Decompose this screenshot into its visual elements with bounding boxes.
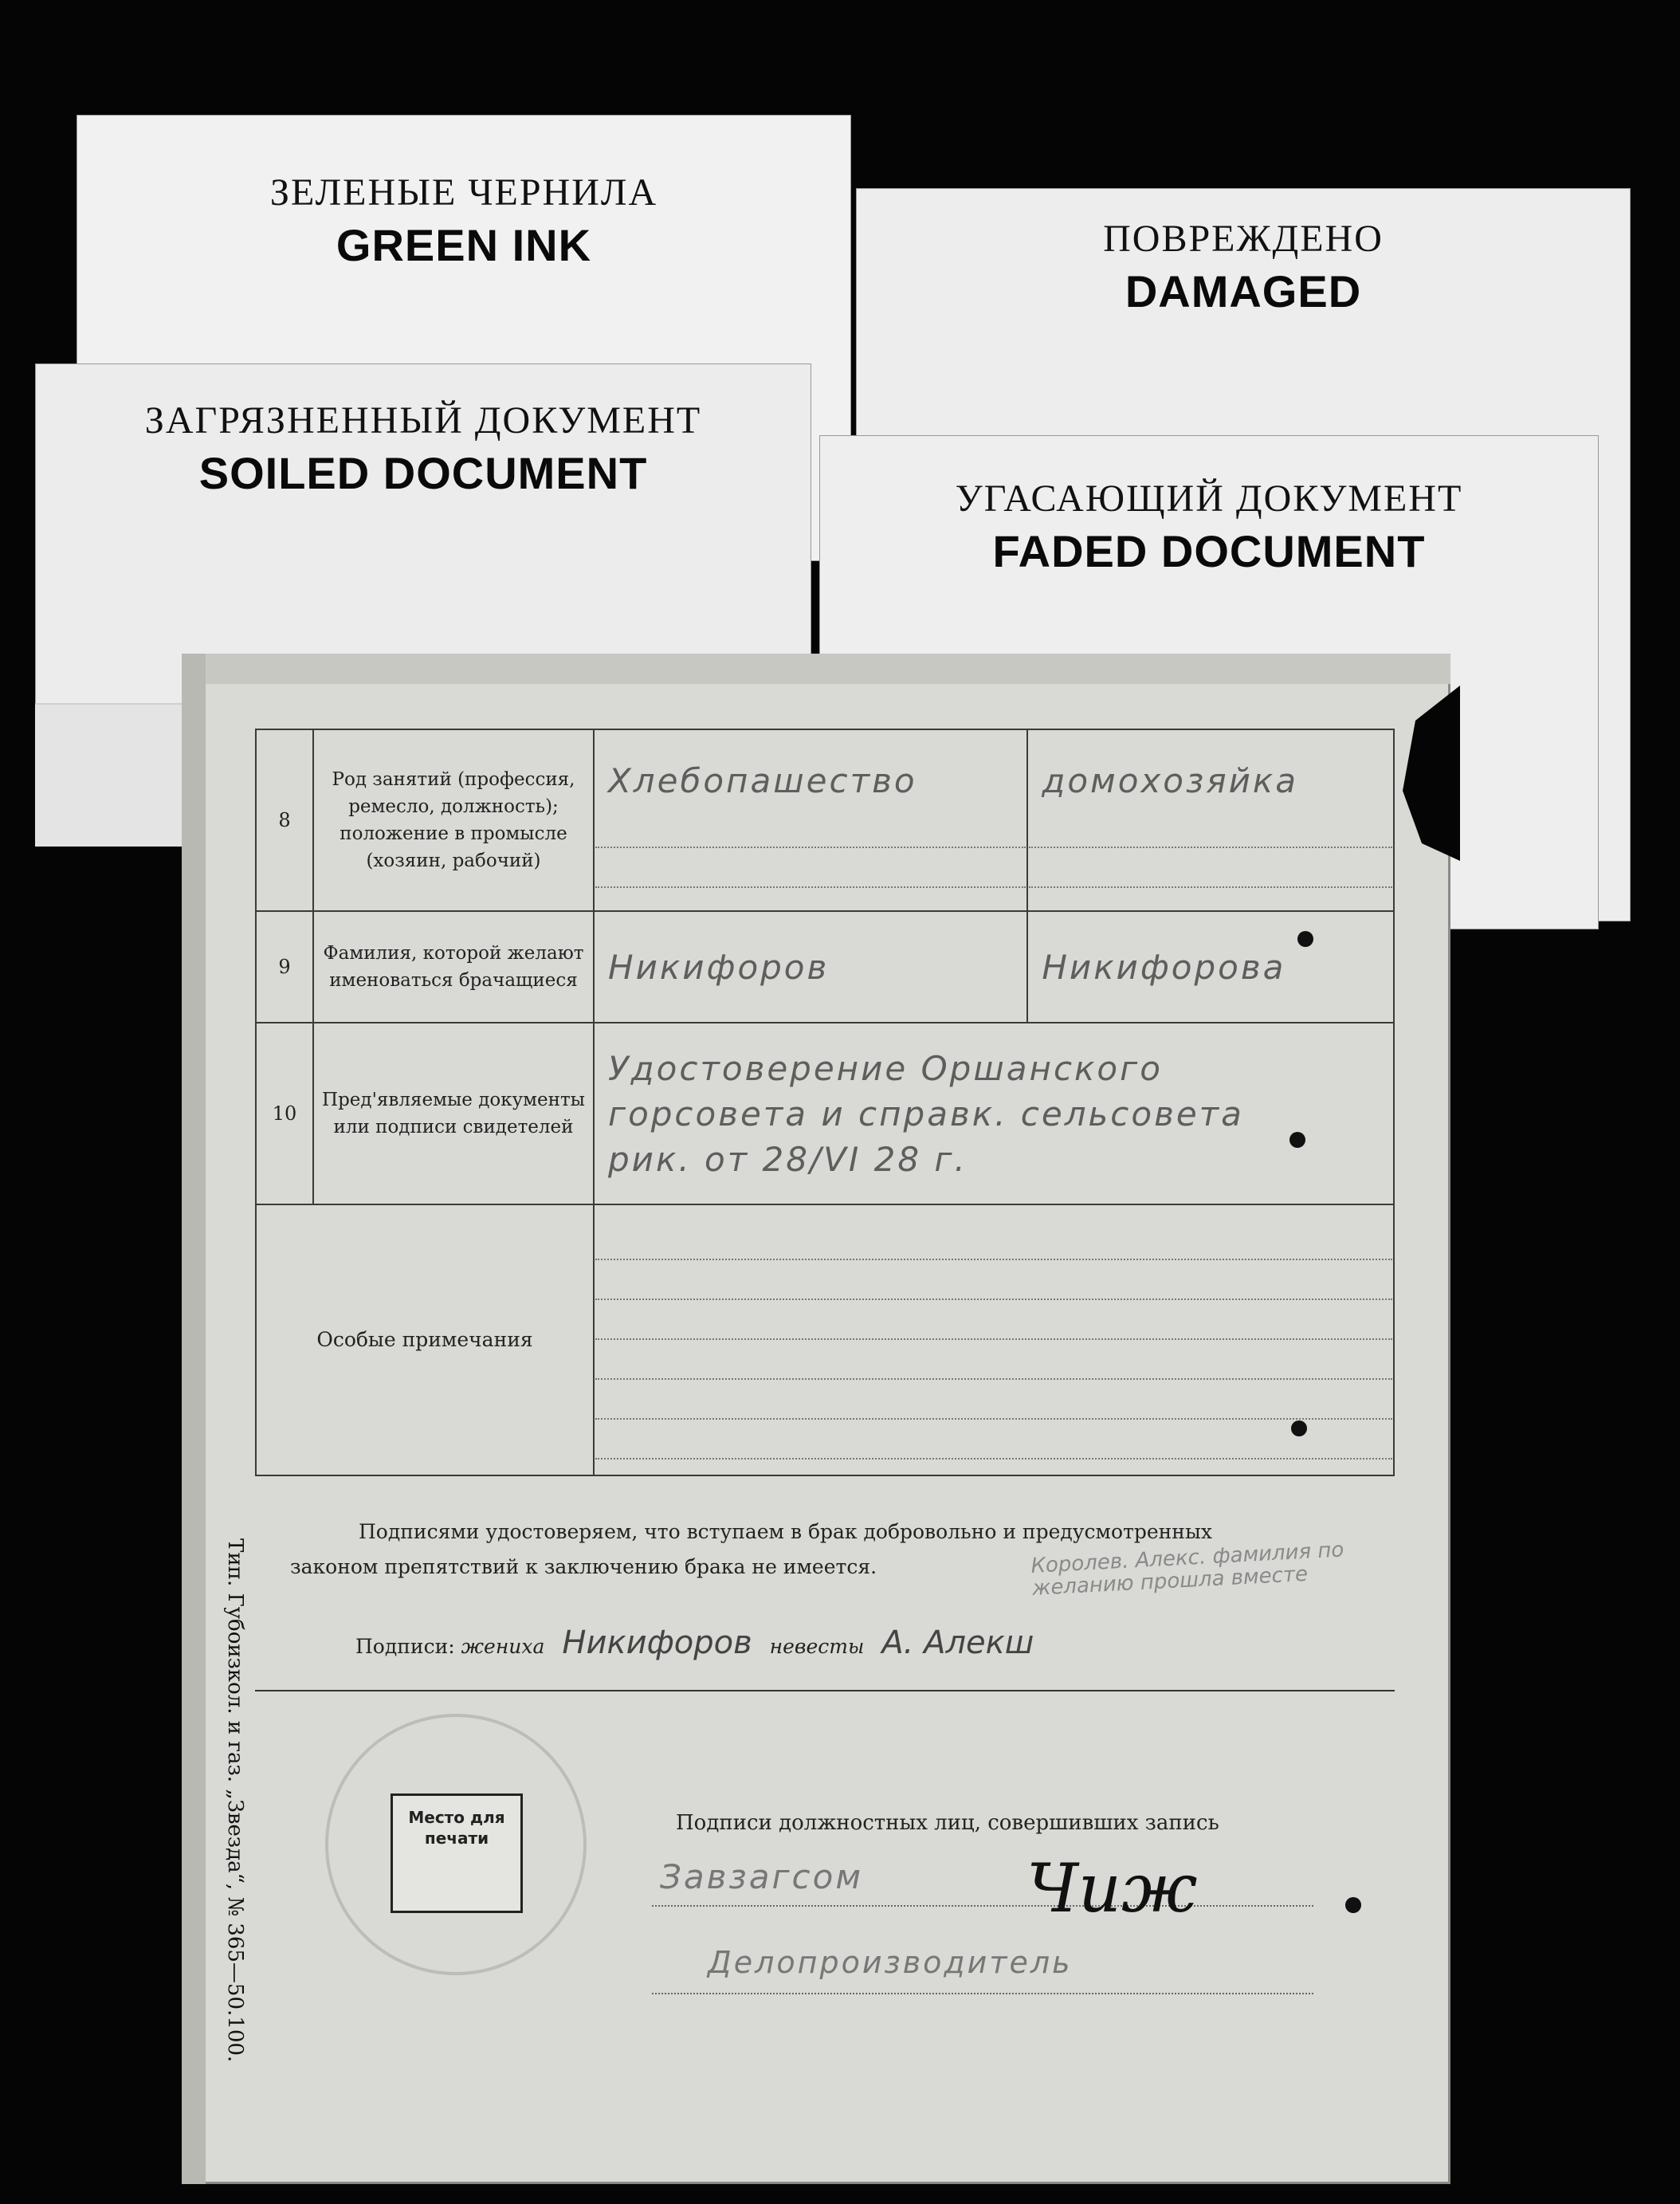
pledge-line-2: законом препятствий к заключению брака не имеется. — [290, 1555, 877, 1578]
punch-hole — [1297, 931, 1313, 947]
punch-hole — [1345, 1897, 1361, 1913]
form-row-remarks — [256, 1204, 1394, 1475]
punch-hole — [1289, 1132, 1305, 1148]
groom-surname-cell — [594, 911, 1027, 1023]
official-title-1: Завзагсом — [660, 1857, 864, 1896]
marriage-record-page — [182, 654, 1450, 2184]
remarks-cell — [594, 1204, 1394, 1475]
form-row-occupation — [256, 729, 1394, 911]
handwritten-margin-note: Королев. Алекс. фамилия по желанию прошла вместе — [1030, 1538, 1344, 1601]
bride-occupation: домохозяйка — [1042, 760, 1298, 800]
damaged-label-ru: ПОВРЕЖДЕНО — [1103, 218, 1384, 260]
row-label: Фамилия, которой желают именоваться брачащиеся — [313, 911, 594, 1023]
official-signature: Чиж — [1026, 1849, 1198, 1927]
soiled-label-en: SOILED DOCUMENT — [198, 448, 648, 498]
officials-label: Подписи должностных лиц, совершивших запись — [676, 1811, 1219, 1835]
green-ink-label-ru: ЗЕЛЕНЫЕ ЧЕРНИЛА — [269, 171, 658, 214]
groom-label: жениха — [461, 1635, 545, 1658]
dotted-line — [652, 1905, 1313, 1907]
row-number: 8 — [256, 729, 313, 911]
groom-signature: Никифоров — [562, 1625, 752, 1661]
bride-surname: Никифорова — [1042, 947, 1286, 987]
bride-signature: А. Алекш — [881, 1625, 1034, 1661]
documents-entry-line-3: рик. от 28/VI 28 г. — [608, 1139, 968, 1179]
remarks-label: Особые примечания — [256, 1204, 594, 1475]
official-title-2: Делопроизводитель — [708, 1945, 1073, 1980]
torn-corner — [1396, 686, 1460, 861]
documents-entry-line-1: Удостоверение Оршанского — [608, 1048, 1163, 1088]
row-number: 9 — [256, 911, 313, 1023]
dotted-line — [595, 1300, 1392, 1340]
faded-label-en: FADED DOCUMENT — [992, 526, 1426, 576]
groom-occupation: Хлебопашество — [608, 760, 917, 800]
groom-surname: Никифоров — [608, 947, 830, 987]
dotted-line — [595, 1420, 1392, 1460]
bride-label: невесты — [769, 1635, 865, 1658]
dotted-line — [652, 1993, 1313, 1994]
row-number: 10 — [256, 1023, 313, 1204]
form-row-surname — [256, 911, 1394, 1023]
documents-entry-line-2: горсовета и справк. сельсовета — [608, 1094, 1244, 1133]
row-label: Пред'являемые документы или подписи свидетелей — [313, 1023, 594, 1204]
section-divider — [255, 1690, 1395, 1691]
faded-label-ru: УГАСАЮЩИЙ ДОКУМЕНТ — [955, 477, 1463, 520]
soiled-label-ru: ЗАГРЯЗНЕННЫЙ ДОКУМЕНТ — [144, 399, 702, 442]
printer-imprint-text: Тип. Губоизкол. и газ. „Звезда“, № 365—50.100. — [223, 1538, 247, 2063]
dotted-line — [1029, 848, 1392, 888]
groom-occupation-cell — [594, 729, 1027, 911]
dotted-line — [595, 808, 1026, 848]
bride-occupation-cell — [1027, 729, 1394, 911]
signatures-row — [355, 1625, 1045, 1661]
seal-placeholder-box: Место для печати — [391, 1793, 523, 1913]
dotted-line — [595, 1380, 1392, 1420]
signatures-label: Подписи: — [355, 1635, 455, 1658]
punch-hole — [1291, 1420, 1307, 1436]
green-ink-label-en: GREEN INK — [336, 220, 592, 270]
dotted-line — [595, 1260, 1392, 1300]
damaged-label-en: DAMAGED — [1125, 266, 1362, 316]
page-top-edge — [182, 654, 1450, 684]
documents-cell — [594, 1023, 1394, 1204]
bride-surname-cell — [1027, 911, 1394, 1023]
dotted-line — [595, 848, 1026, 888]
dotted-line — [1029, 808, 1392, 848]
dotted-line — [595, 1340, 1392, 1380]
row-label: Род занятий (профессия, ремесло, должность); положение в промысле (хозяин, рабочий) — [313, 729, 594, 911]
pledge-line-1: Подписями удостоверяем, что вступаем в брак добровольно и предусмотренных — [359, 1520, 1212, 1543]
page-left-edge — [182, 654, 206, 2184]
printer-imprint — [220, 1538, 258, 2176]
record-form-table — [255, 729, 1395, 1476]
dotted-line — [595, 1220, 1392, 1260]
form-row-documents — [256, 1023, 1394, 1204]
